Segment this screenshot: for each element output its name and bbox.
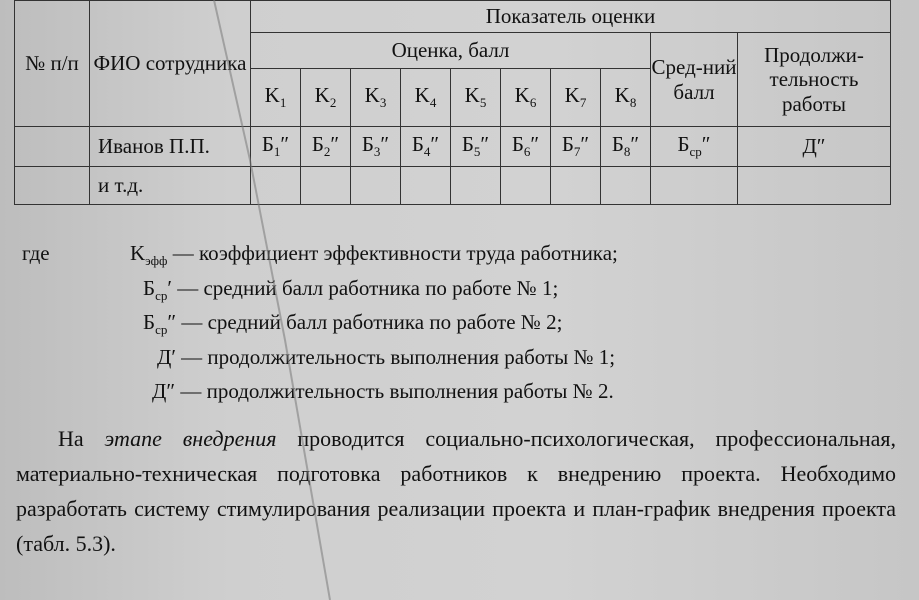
header-score-group: Оценка, балл <box>251 33 651 69</box>
row2-num <box>15 167 90 205</box>
legend-item-d1: Д′ — продолжительность выполнения работы № 1; <box>157 344 616 369</box>
header-k2: $K_2$ <box>301 69 351 127</box>
header-num: № п/п <box>15 1 90 127</box>
legend-item-d2: Д″ — продолжительность выполнения работы № 2. <box>152 379 614 403</box>
row1-name: Иванов П.П. <box>90 127 251 167</box>
row1-score-4: $Б_4''$ <box>401 127 451 167</box>
header-k8: $K_8$ <box>601 69 651 127</box>
legend-where: где <box>22 241 50 265</box>
legend-item-keff: $K_{эфф}$ — коэффициент эффективности труда работника; <box>130 241 618 269</box>
header-k7: $K_7$ <box>551 69 601 127</box>
row1-duration: Д″ <box>738 127 891 167</box>
row1-score-6: $Б_6''$ <box>501 127 551 167</box>
legend-item-bsr1: $Б_{ср}'$ — средний балл работника по работе № 1; <box>143 275 559 303</box>
row2-name: и т.д. <box>90 167 251 205</box>
row1-average: $Б_{ср}''$ <box>651 127 738 167</box>
header-k4: $K_4$ <box>401 69 451 127</box>
header-k3: $K_3$ <box>351 69 401 127</box>
header-duration: Продолжи-тельность работы <box>738 33 891 127</box>
body-paragraph: На этапе внедрения проводится социально-психологическая, профессиональная, материально-техническая подготовка работников к внедрению проекта. Необходимо разработать систему стимулирования реализации проекта и план-график внедрения проекта (табл. 5.3). <box>16 426 897 556</box>
row1-score-2: $Б_2''$ <box>301 127 351 167</box>
assessment-table <box>14 0 891 205</box>
formula-legend <box>22 236 902 409</box>
row1-score-3: $Б_3''$ <box>351 127 401 167</box>
row1-score-7: $Б_7''$ <box>551 127 601 167</box>
legend-item-bsr2: $Б_{ср}''$ — средний балл работника по работе № 2; <box>143 310 563 338</box>
row1-score-1: $Б_1''$ <box>251 127 301 167</box>
header-fio: ФИО сотрудника <box>90 1 251 127</box>
header-k1: $K_1$ <box>251 69 301 127</box>
header-k6: $K_6$ <box>501 69 551 127</box>
row1-num <box>15 127 90 167</box>
header-average: Сред-ний балл <box>651 33 738 127</box>
row1-score-5: $Б_5''$ <box>451 127 501 167</box>
header-assessment-group: Показатель оценки <box>251 1 891 33</box>
row1-score-8: $Б_8''$ <box>601 127 651 167</box>
header-k5: $K_5$ <box>451 69 501 127</box>
emphasis-text: этапе внедрения <box>104 426 277 451</box>
